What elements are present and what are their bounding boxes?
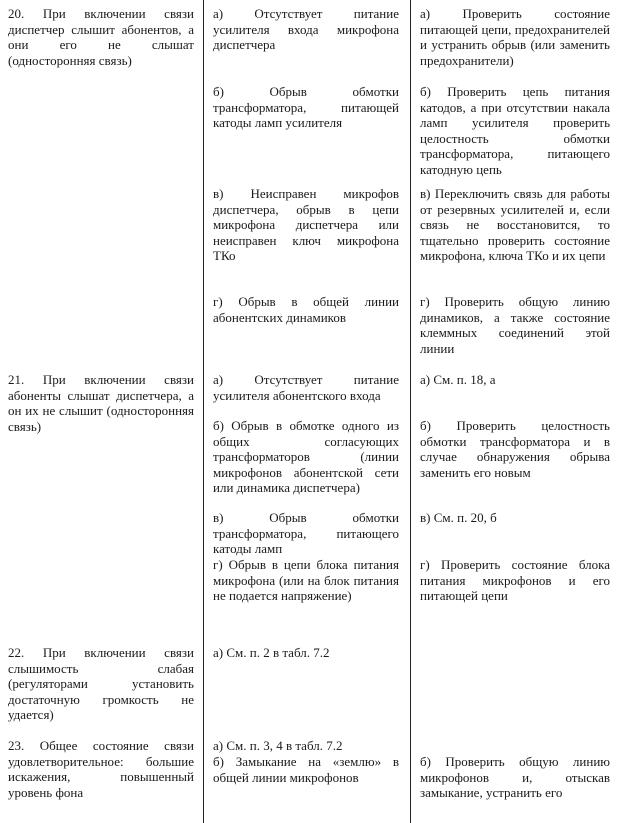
cause-item: а) Отсутствует питание усилителя абонентского входа: [213, 372, 399, 403]
remedy-item: в) См. п. 20, б: [420, 510, 497, 525]
remedy-item: г) Проверить состояние блока питания микрофонов и его питающей цепи: [420, 557, 610, 603]
cause-item: в) Неисправен микрофов диспетчера, обрыв в цепи микрофона диспетчера или неисправен ключ микрофона ТКо: [213, 186, 399, 263]
problem-cell: 22. При включении связи слышимость слабая (регуляторами установить достаточную громкость не удается): [8, 645, 194, 722]
remedy-item: в) Переключить связь для работы от резервных усилителей и, если связь не восстановится, то тщательно проверить состояние микрофона, ключа ТКо и их цепи: [420, 186, 610, 263]
cause-item: б) Обрыв в обмотке одного из общих согласующих трансформаторов (линии микрофонов абонентской сети или динамика диспетчера): [213, 418, 399, 495]
remedy-item: б) Проверить цепь питания катодов, а при отсутствии накала ламп усилителя проверить целостность обмотки трансформатора, питающего катодную цепь: [420, 84, 610, 177]
remedy-item: б) Проверить общую линию микрофонов и, отыскав замыкание, устранить его: [420, 754, 610, 800]
remedy-item: а) Проверить состояние питающей цепи, предохранителей и устранить обрыв (или заменить предохранители): [420, 6, 610, 68]
remedy-item: г) Проверить общую линию динамиков, а также состояние клеммных соединений этой линии: [420, 294, 610, 356]
problem-cell: 23. Общее состояние связи удовлетворительное: большие искажения, повышенный уровень фона: [8, 738, 194, 800]
cause-item: а) См. п. 2 в табл. 7.2: [213, 645, 330, 660]
cause-item: г) Обрыв в цепи блока питания микрофона (или на блок питания не подается напряжение): [213, 557, 399, 603]
table-row: [0, 372, 620, 637]
remedy-item: б) Проверить целостность обмотки трансформатора и в случае обнаружения обрыва заменить его новым: [420, 418, 610, 480]
table-row: [0, 738, 620, 823]
table-row: [0, 645, 620, 735]
cause-item: г) Обрыв в общей линии абонентских динамиков: [213, 294, 399, 325]
problem-cell: 20. При включении связи диспетчер слышит абонентов, а они его не слышат (односторонняя связь): [8, 6, 194, 68]
remedy-item: а) См. п. 18, а: [420, 372, 496, 387]
cause-item: б) Обрыв обмотки трансформатора, питающей катоды ламп усилителя: [213, 84, 399, 130]
table-row: [0, 6, 620, 366]
cause-item: а) Отсутствует питание усилителя входа микрофона диспетчера: [213, 6, 399, 52]
problem-cell: 21. При включении связи абоненты слышат диспетчера, а он их не слышит (односторонняя связь): [8, 372, 194, 434]
cause-item: в) Обрыв обмотки трансформатора, питающего катоды ламп: [213, 510, 399, 556]
cause-item: а) См. п. 3, 4 в табл. 7.2: [213, 738, 343, 753]
cause-item: б) Замыкание на «землю» в общей линии микрофонов: [213, 754, 399, 785]
